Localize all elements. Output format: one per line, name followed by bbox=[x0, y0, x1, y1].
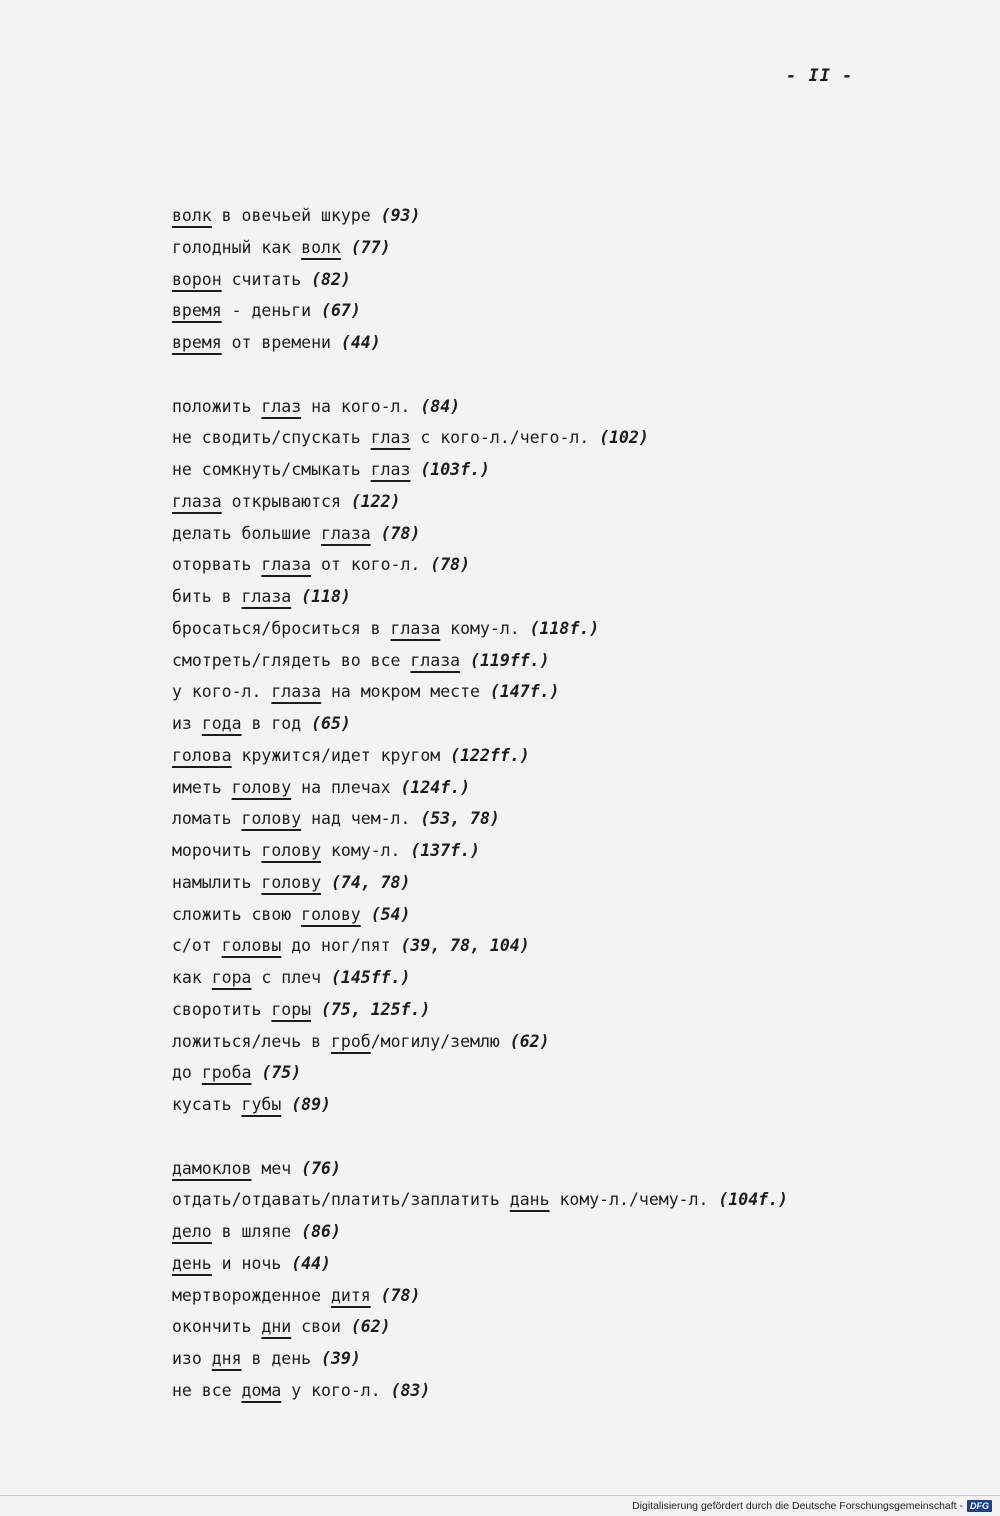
phrase-text: бить в bbox=[172, 587, 242, 606]
phrase-text: считать bbox=[221, 269, 312, 289]
page-reference: (53, 78) bbox=[420, 809, 500, 829]
idiom-entry bbox=[172, 932, 932, 964]
idiom-entry bbox=[172, 901, 932, 933]
page-reference: (65) bbox=[311, 714, 351, 733]
page-reference: (104f.) bbox=[718, 1190, 788, 1210]
idiom-entry bbox=[172, 520, 932, 552]
idiom-entry bbox=[172, 551, 932, 583]
keyword: глаз bbox=[370, 460, 411, 479]
idiom-entry bbox=[172, 297, 932, 329]
phrase-text: отдать/отдавать/платить/заплатить bbox=[172, 1190, 510, 1210]
idiom-entry bbox=[172, 456, 932, 488]
idiom-entry bbox=[172, 615, 932, 647]
keyword: голову bbox=[261, 872, 322, 892]
idiom-entry bbox=[172, 1059, 932, 1091]
phrase-text: /могилу/землю bbox=[370, 1031, 510, 1051]
keyword: глаза bbox=[172, 491, 222, 511]
idiom-entry bbox=[172, 234, 932, 266]
phrase-text: намылить bbox=[172, 872, 262, 892]
page-reference: (86) bbox=[301, 1222, 341, 1241]
phrase-text: у кого-л. bbox=[172, 682, 272, 702]
keyword: глаза bbox=[410, 650, 461, 670]
page-reference: (74, 78) bbox=[330, 872, 411, 892]
page-reference: (39, 78, 104) bbox=[400, 936, 530, 956]
idiom-entry bbox=[172, 393, 932, 425]
keyword: глаза bbox=[241, 587, 292, 606]
keyword: горы bbox=[271, 999, 312, 1019]
phrase-text bbox=[321, 873, 331, 892]
keyword: дитя bbox=[330, 1285, 371, 1305]
phrase-text: в день bbox=[241, 1349, 322, 1368]
phrase-text bbox=[291, 587, 301, 606]
phrase-text: - деньги bbox=[221, 301, 322, 321]
keyword: волк bbox=[172, 206, 212, 225]
phrase-text: оторвать bbox=[172, 555, 262, 575]
keyword: года bbox=[201, 714, 242, 733]
idiom-entry bbox=[172, 1155, 932, 1187]
phrase-text: свои bbox=[291, 1317, 351, 1337]
section-gap bbox=[172, 361, 932, 393]
idiom-entry bbox=[172, 1250, 932, 1282]
keyword: дня bbox=[211, 1349, 242, 1368]
phrase-text: на плечах bbox=[291, 777, 401, 797]
page-reference: (39) bbox=[321, 1349, 361, 1368]
keyword: глаз bbox=[370, 428, 411, 448]
phrase-text: кусать bbox=[172, 1095, 242, 1114]
phrase-text: окончить bbox=[172, 1317, 262, 1337]
keyword: глаз bbox=[261, 396, 302, 416]
page-reference: (103f.) bbox=[420, 460, 490, 479]
page-reference: (44) bbox=[291, 1253, 331, 1273]
page-reference: (76) bbox=[301, 1158, 341, 1178]
phrase-text: в овечьей шкуре bbox=[211, 206, 381, 225]
page-reference: (75, 125f.) bbox=[321, 999, 431, 1019]
phrase-text: меч bbox=[251, 1158, 302, 1178]
phrase-text: морочить bbox=[172, 841, 262, 860]
keyword: время bbox=[172, 333, 222, 352]
keyword: голову bbox=[301, 904, 361, 924]
digitization-footer bbox=[632, 1500, 992, 1512]
phrase-text: не сомкнуть/смыкать bbox=[172, 460, 371, 479]
page-reference: (122ff.) bbox=[450, 745, 530, 765]
keyword: глаза bbox=[321, 523, 371, 543]
idiom-entry bbox=[172, 1377, 932, 1409]
phrase-text: в шляпе bbox=[211, 1222, 302, 1241]
keyword: гроба bbox=[201, 1063, 252, 1083]
phrase-text: от кого-л. bbox=[311, 555, 431, 575]
page-reference: (75) bbox=[261, 1063, 302, 1083]
page-reference: (62) bbox=[350, 1317, 391, 1337]
keyword: дамоклов bbox=[172, 1158, 252, 1178]
phrase-text: голодный как bbox=[172, 237, 302, 257]
page-reference: (83) bbox=[390, 1380, 431, 1400]
phrase-text: с кого-л./чего-л. bbox=[410, 428, 600, 448]
page-reference: (145ff.) bbox=[330, 968, 411, 987]
idiom-entry bbox=[172, 678, 932, 710]
phrase-text: до ног/пят bbox=[281, 936, 401, 956]
page-reference: (102) bbox=[599, 428, 649, 448]
phrase-text bbox=[410, 460, 420, 479]
page-reference: (78) bbox=[380, 1285, 421, 1305]
phrase-text: у кого-л. bbox=[281, 1380, 391, 1400]
idiom-entry bbox=[172, 742, 932, 774]
phrase-text bbox=[460, 651, 470, 670]
keyword: дело bbox=[172, 1222, 212, 1241]
page-reference: (93) bbox=[380, 206, 421, 225]
phrase-text: бросаться/броситься в bbox=[172, 618, 391, 638]
page-reference: (147f.) bbox=[489, 682, 560, 702]
section-gap bbox=[172, 1123, 932, 1155]
phrase-text: изо bbox=[172, 1349, 212, 1368]
phrase-text: над чем-л. bbox=[301, 809, 421, 829]
idiom-entry bbox=[172, 774, 932, 806]
idiom-entry bbox=[172, 837, 932, 869]
keyword: губы bbox=[241, 1095, 282, 1114]
idiom-entry bbox=[172, 583, 932, 615]
keyword: голову bbox=[241, 809, 302, 829]
page-reference: (82) bbox=[311, 269, 351, 289]
page-number: - II - bbox=[786, 66, 854, 86]
keyword: глаза bbox=[390, 618, 441, 638]
phrase-text: и ночь bbox=[211, 1253, 292, 1273]
phrase-text: открываются bbox=[221, 491, 351, 511]
phrase-text: кому-л. bbox=[440, 618, 530, 638]
phrase-text: делать большие bbox=[172, 523, 322, 543]
phrase-text: кружится/идет кругом bbox=[231, 745, 451, 765]
phrase-text bbox=[371, 524, 381, 543]
page-reference: (122) bbox=[350, 491, 401, 511]
idiom-entry bbox=[172, 488, 932, 520]
keyword: головы bbox=[221, 936, 282, 956]
page-reference: (62) bbox=[509, 1031, 550, 1051]
idiom-entry bbox=[172, 329, 932, 361]
phrase-text: своротить bbox=[172, 999, 272, 1019]
footer-text: Digitalisierung gefördert durch die Deutsche Forschungsgemeinschaft - bbox=[632, 1500, 963, 1512]
phrase-text: не все bbox=[172, 1380, 242, 1400]
phrase-text bbox=[281, 1095, 291, 1114]
phrase-text bbox=[371, 1286, 381, 1305]
dfg-logo: DFG bbox=[967, 1500, 992, 1512]
keyword: гора bbox=[211, 968, 252, 987]
phrase-text: из bbox=[172, 714, 202, 733]
idiom-entry bbox=[172, 1091, 932, 1123]
footer-rule bbox=[0, 1495, 1000, 1496]
phrase-text: кому-л./чему-л. bbox=[549, 1190, 719, 1210]
phrase-text: от времени bbox=[221, 333, 341, 352]
page-reference: (44) bbox=[340, 333, 381, 352]
phrase-text: ложиться/лечь в bbox=[172, 1031, 331, 1051]
keyword: дома bbox=[241, 1380, 282, 1400]
page-reference: (89) bbox=[291, 1095, 331, 1114]
idiom-entry bbox=[172, 424, 932, 456]
idiom-entry bbox=[172, 1218, 932, 1250]
phrase-text: положить bbox=[172, 396, 262, 416]
page-reference: (84) bbox=[420, 396, 461, 416]
phrase-text: до bbox=[172, 1063, 202, 1083]
keyword: день bbox=[172, 1253, 212, 1273]
phrase-text: кому-л. bbox=[321, 841, 411, 860]
keyword: голова bbox=[172, 745, 232, 765]
phrase-text: с плеч bbox=[251, 968, 331, 987]
entry-list bbox=[172, 202, 932, 1409]
page-reference: (54) bbox=[370, 904, 411, 924]
phrase-text: ломать bbox=[172, 809, 242, 829]
idiom-entry bbox=[172, 1186, 932, 1218]
keyword: ворон bbox=[172, 269, 222, 289]
phrase-text: с/от bbox=[172, 936, 222, 956]
idiom-entry bbox=[172, 266, 932, 298]
idiom-entry bbox=[172, 869, 932, 901]
keyword: волк bbox=[301, 237, 341, 257]
phrase-text bbox=[311, 1000, 321, 1019]
idiom-entry bbox=[172, 202, 932, 234]
phrase-text: мертворожденное bbox=[172, 1285, 331, 1305]
phrase-text: на мокром месте bbox=[321, 682, 490, 702]
idiom-entry bbox=[172, 1345, 932, 1377]
page-reference: (118) bbox=[301, 587, 351, 606]
phrase-text: не сводить/спускать bbox=[172, 428, 371, 448]
keyword: дань bbox=[509, 1190, 550, 1210]
page-reference: (118f.) bbox=[529, 618, 600, 638]
page-reference: (77) bbox=[350, 237, 391, 257]
phrase-text bbox=[251, 1063, 261, 1082]
page-reference: (124f.) bbox=[400, 777, 471, 797]
page-reference: (119ff.) bbox=[470, 650, 550, 670]
phrase-text bbox=[361, 905, 371, 924]
phrase-text: как bbox=[172, 968, 212, 987]
idiom-entry bbox=[172, 1313, 932, 1345]
keyword: время bbox=[172, 301, 222, 321]
keyword: голову bbox=[231, 777, 292, 797]
keyword: глаза bbox=[271, 682, 322, 702]
page-reference: (78) bbox=[430, 555, 471, 575]
idiom-entry bbox=[172, 647, 932, 679]
page-reference: (78) bbox=[380, 523, 421, 543]
phrase-text: сложить свою bbox=[172, 904, 302, 924]
phrase-text: в год bbox=[241, 714, 312, 733]
phrase-text: на кого-л. bbox=[301, 396, 421, 416]
keyword: дни bbox=[261, 1317, 292, 1337]
idiom-entry bbox=[172, 996, 932, 1028]
page-reference: (137f.) bbox=[410, 841, 480, 860]
keyword: гроб bbox=[330, 1031, 371, 1051]
phrase-text: смотреть/глядеть во все bbox=[172, 650, 411, 670]
idiom-entry bbox=[172, 710, 932, 742]
keyword: голову bbox=[261, 841, 322, 860]
idiom-entry bbox=[172, 1282, 932, 1314]
idiom-entry bbox=[172, 1028, 932, 1060]
keyword: глаза bbox=[261, 555, 312, 575]
idiom-entry bbox=[172, 805, 932, 837]
page-reference: (67) bbox=[321, 301, 361, 321]
phrase-text: иметь bbox=[172, 777, 232, 797]
idiom-entry bbox=[172, 964, 932, 996]
phrase-text bbox=[341, 238, 351, 257]
